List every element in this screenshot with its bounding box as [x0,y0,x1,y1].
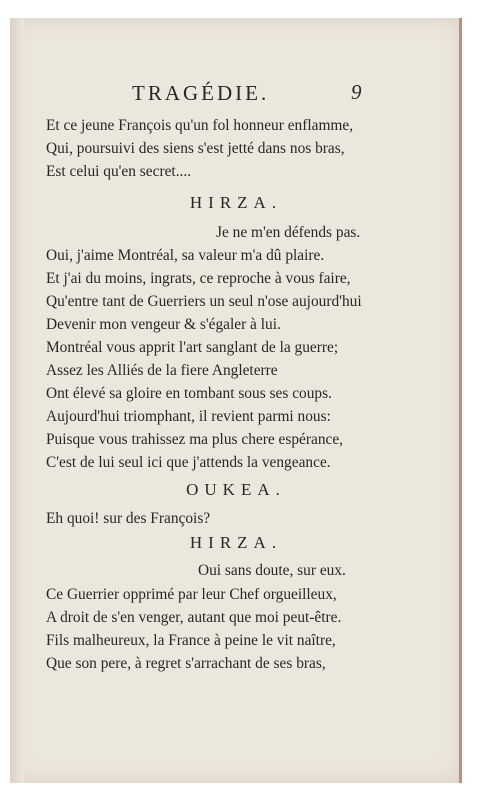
verse-line: Ce Guerrier opprimé par leur Chef orgueilleux, [46,586,337,603]
verse-line: Devenir mon vengeur & s'égaler à lui. [46,316,281,333]
verse-line: Assez les Alliés de la fiere Angleterre [46,362,278,379]
verse-line: Eh quoi! sur des François? [46,510,211,527]
verse-line: Et ce jeune François qu'un fol honneur enflamme, [46,117,354,134]
verse-line: Je ne m'en défends pas. [216,224,361,241]
page-spine-shadow [10,18,24,783]
verse-line: Oui sans doute, sur eux. [198,562,346,579]
verse-line: A droit de s'en venger, autant que moi peut-être. [46,609,342,626]
verse-line: Fils malheureux, la France à peine le vit naître, [46,632,336,649]
running-title: TRAGÉDIE. [132,81,270,105]
verse-line: Qui, poursuivi des siens s'est jetté dans nos bras, [46,140,345,157]
verse-line: C'est de lui seul ici que j'attends la vengeance. [46,454,331,471]
verse-line: Aujourd'hui triomphant, il revient parmi nous: [46,408,331,425]
verse-line: Oui, j'aime Montréal, sa valeur m'a dû plaire. [46,247,325,264]
book-page [10,18,462,783]
verse-line: Et j'ai du moins, ingrats, ce reproche à vous faire, [46,270,351,287]
page-edge [459,18,462,783]
verse-line: Qu'entre tant de Guerriers un seul n'ose aujourd'hui [46,293,362,310]
verse-line: Que son pere, à regret s'arrachant de ses bras, [46,655,326,672]
verse-line: Ont élevé sa gloire en tombant sous ses coups. [46,385,332,402]
verse-line: Puisque vous trahissez ma plus chere espérance, [46,431,344,448]
verse-line: Montréal vous apprit l'art sanglant de la guerre; [46,339,339,356]
verse-line: Est celui qu'en secret.... [46,163,192,180]
speaker-heading: OUKEA. [186,480,286,499]
page-header [10,81,462,109]
page-number: 9 [351,80,362,104]
speaker-heading: HIRZA. [189,193,283,212]
speaker-heading: HIRZA. [189,533,283,552]
